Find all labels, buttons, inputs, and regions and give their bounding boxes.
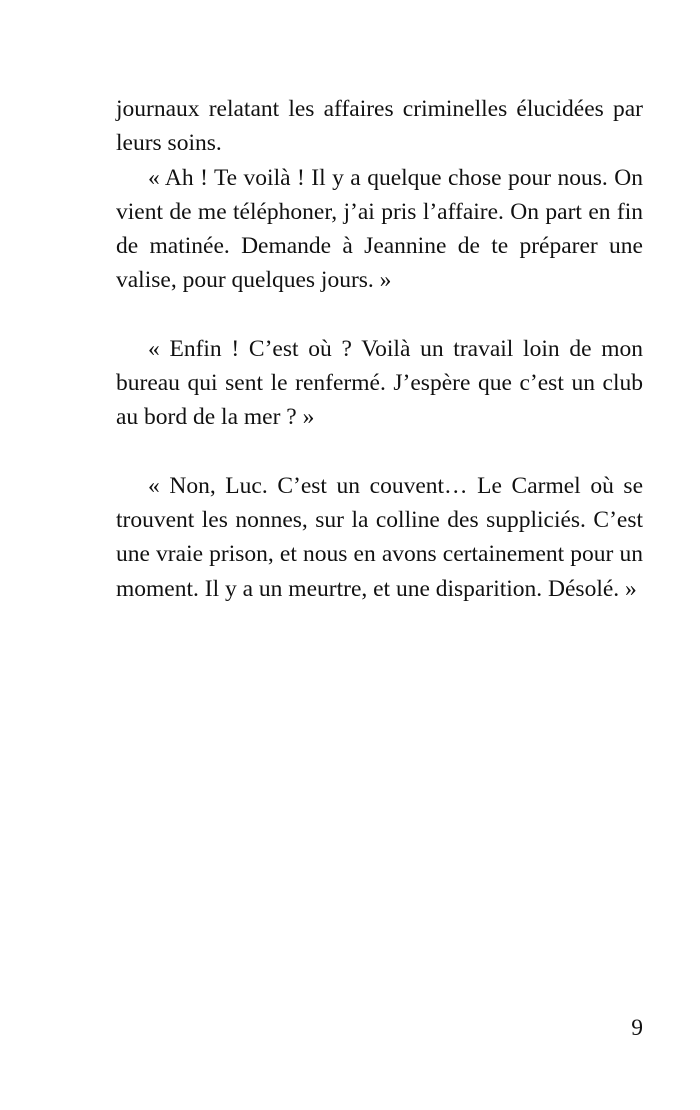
paragraph-spacer <box>116 298 643 332</box>
paragraph-dialogue-enfin: « Enfin ! C’est où ? Voilà un travail loin de mon bureau qui sent le renfermé. J’espère que c’est un club au bord de la mer ? » <box>116 335 643 431</box>
page-number: 9 <box>631 1015 643 1041</box>
paragraph-continuation: journaux relatant les affaires criminelles élucidées par leurs soins. <box>116 96 643 157</box>
paragraph-dialogue-ah: « Ah ! Te voilà ! Il y a quelque chose pour nous. On vient de me téléphoner, j’ai pris l’affaire. On part en fin de matinée. Demande à Jeannine de te préparer une valise, pour quelques jours. » <box>116 164 643 294</box>
paragraph-dialogue-non-luc: « Non, Luc. C’est un couvent… Le Carmel où se trouvent les nonnes, sur la colline des suppliciés. C’est une vraie prison, et nous en avons certainement pour un moment. Il y a un meurtre, et une disparition. Désolé. » <box>116 472 643 602</box>
paragraph-spacer <box>116 435 643 469</box>
page-body <box>116 92 643 606</box>
